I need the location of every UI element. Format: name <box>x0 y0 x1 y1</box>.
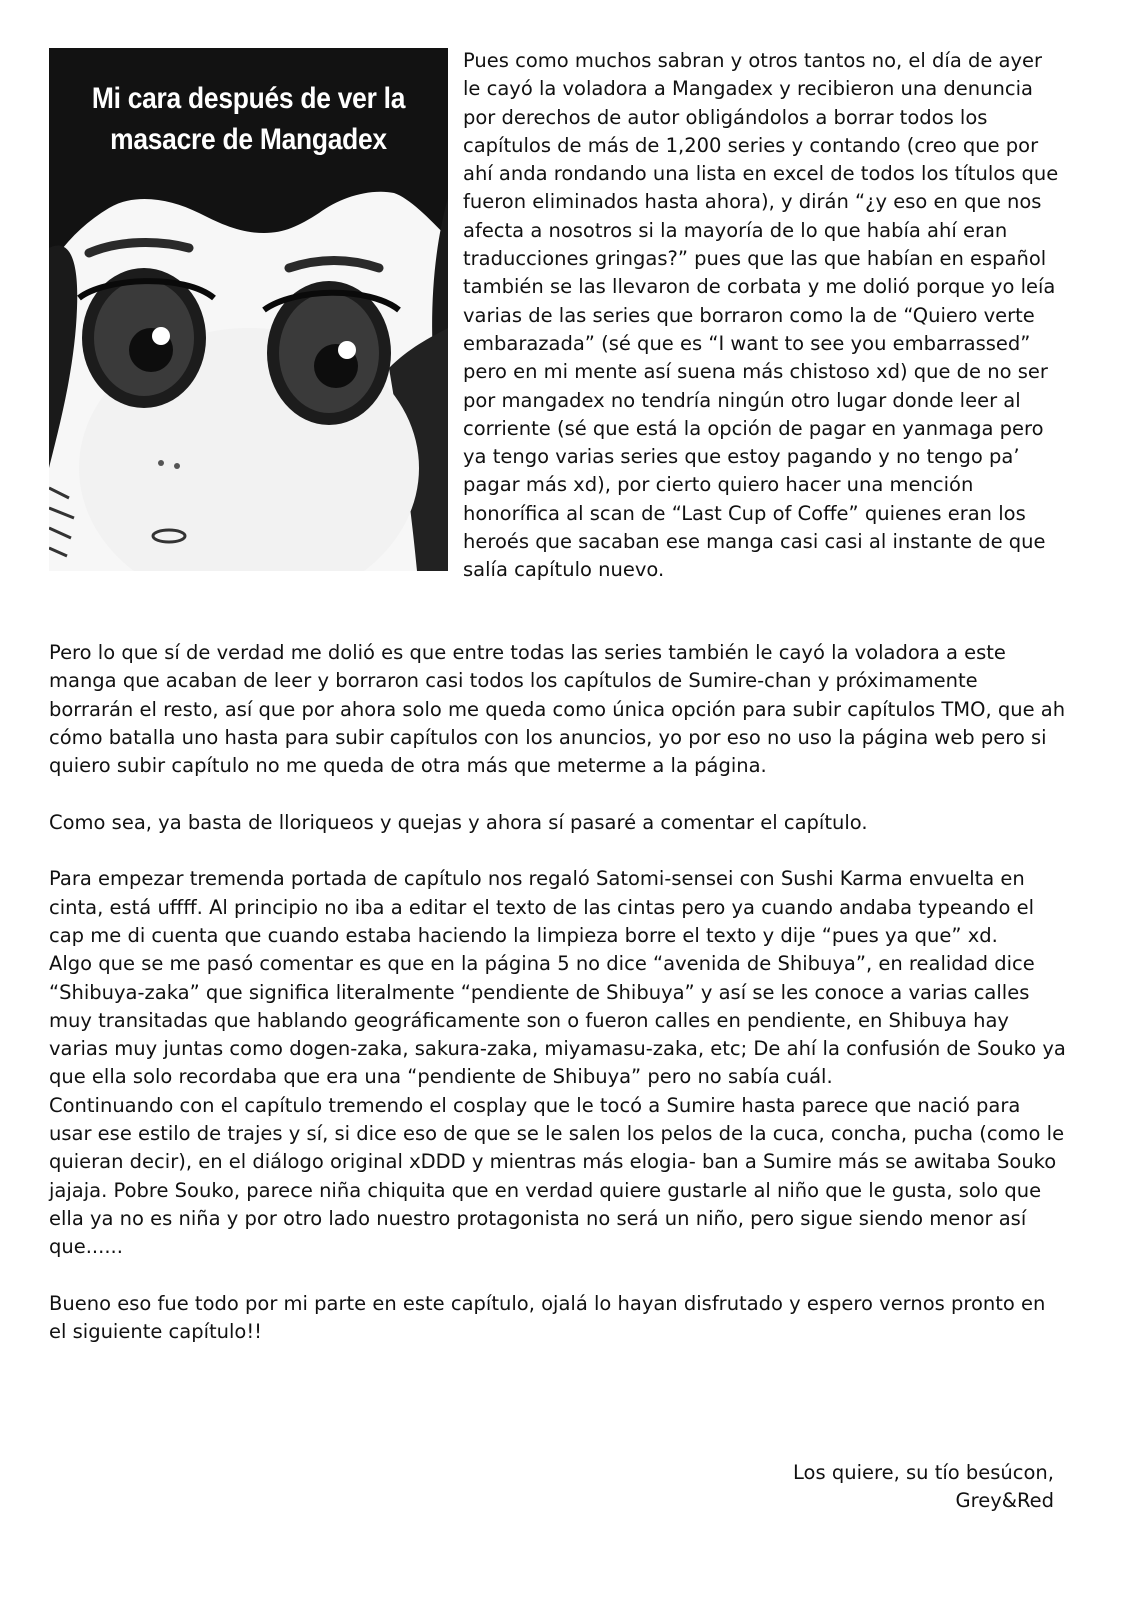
manga-face-image <box>49 48 448 571</box>
paragraph-2: Como sea, ya basta de lloriqueos y quejas y ahora sí pasaré a comentar el capítulo. <box>49 810 868 834</box>
paragraph-spacer <box>49 1262 1067 1290</box>
image-caption: Mi cara después de ver la masacre de Mangadex <box>91 82 406 156</box>
main-text-column <box>49 639 1067 1346</box>
paragraph-intro: Pues como muchos sabran y otros tantos no, el día de ayer le cayó la voladora a Mangadex y recibieron una denuncia por derechos de autor obligándolos a borrar todos los capítulos de más de 1,200 series y contando (creo que por ahí anda rondando una lista en excel de todos los títulos que fueron eliminados hasta ahora), y dirán “¿y eso en que nos afecta a nosotros si la mayoría de lo que había ahí eran traducciones gringas?” pues que las que habían en español también se las llevaron de corbata y me dolió porque yo leía varias de las series que borraron como la de “Quiero verte embarazada” (sé que es “I want to see you embarrassed” pero en mi mente así suena más chistoso xd) que de no ser por mangadex no tendría ningún otro lugar donde leer al corriente (sé que está la opción de pagar en yanmaga pero ya tengo varias series que estoy pagando y no tengo pa’ pagar más xd), por cierto quiero hacer una mención honorífica al scan de “Last Cup of Coffe” quienes eran los heroés que sacaban ese manga casi casi al instante de que salía capítulo nuevo. <box>463 49 1059 582</box>
paragraph-spacer <box>49 837 1067 865</box>
side-text-column <box>463 47 1063 585</box>
paragraph-1: Pero lo que sí de verdad me dolió es que entre todas las series también le cayó la voladora a este manga que acaban de leer y borraron casi todos los capítulos de Sumire-chan y próximamente borrarán el resto, así que por ahora solo me queda como única opción para subir capítulos TMO, que ah cómo batalla uno hasta para subir capítulos con los anuncios, yo por eso no uso la página web pero si quiero subir capítulo no me queda de otra más que meterme a la página. <box>49 641 1066 778</box>
paragraph-3: Para empezar tremenda portada de capítulo nos regaló Satomi-sensei con Sushi Karma envuelta en cinta, está uffff. Al principio no iba a editar el texto de las cintas pero ya cuando andaba typeando el cap me di cuenta que cuando estaba haciendo la limpieza borre el texto y dije “pues ya que” xd. <box>49 867 1035 947</box>
paragraph-6: Bueno eso fue todo por mi parte en este capítulo, ojalá lo hayan disfrutado y espero vernos pronto en el siguiente capítulo!! <box>49 1291 1046 1344</box>
signature-line-1: Los quiere, su tío besúcon, <box>793 1461 1054 1484</box>
paragraph-4: Algo que se me pasó comentar es que en la página 5 no dice “avenida de Shibuya”, en realidad dice “Shibuya-zaka” que significa literalmente “pendiente de Shibuya” y así se les conoce a varias calles muy transitadas que hablando geográficamente son o fueron calles en pendiente, en Shibuya hay varias muy juntas como dogen-zaka, sakura-zaka, miyamasu-zaka, etc; De ahí la confusión de Souko ya que ella solo recordaba que era una “pendiente de Shibuya” pero no sabía cuál. <box>49 952 1066 1089</box>
signature-line-2: Grey&Red <box>955 1489 1054 1513</box>
paragraph-spacer <box>49 780 1067 808</box>
paragraph-5: Continuando con el capítulo tremendo el cosplay que le tocó a Sumire hasta parece que nació para usar ese estilo de trajes y sí, si dice eso de que se le salen los pelos de la cuca, concha, pucha (como le quieran decir), en el diálogo original xDDD y mientras más elogia- ban a Sumire más se awitaba Souko jajaja. Pobre Souko, parece niña chiquita que en verdad quiere gustarle al niño que le gusta, solo que ella ya no es niña y por otro lado nuestro protagonista no será un niño, pero sigue siendo menor así que...... <box>49 1093 1065 1259</box>
signature <box>793 1459 1054 1516</box>
